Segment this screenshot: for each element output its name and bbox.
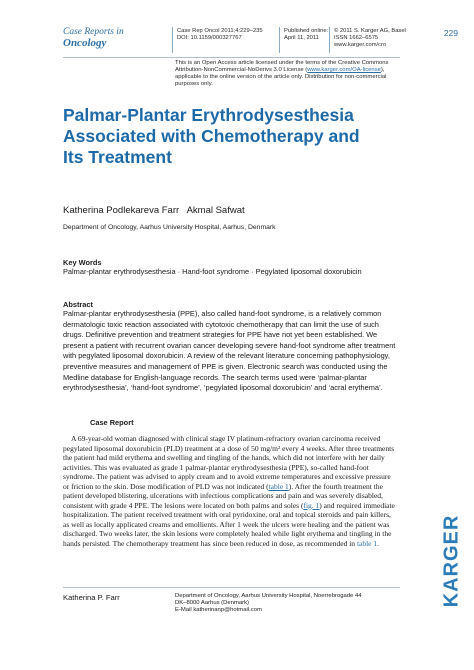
email-line[interactable]: E-Mail katherinanp@hotmail.com [175, 607, 262, 613]
published-date: April 11, 2011 [284, 35, 319, 41]
table-reference-link[interactable]: table 1 [268, 481, 289, 491]
case-report-text [63, 434, 398, 548]
page-number: 229 [443, 28, 458, 38]
article-authors: Katherina Podlekareva Farr Akmal Safwat [63, 205, 245, 216]
publisher-info [334, 28, 406, 49]
header-divider [172, 27, 173, 53]
corresponding-address [175, 593, 362, 614]
case-text-part: . [377, 538, 380, 548]
copyright-line: © 2011 S. Karger AG, Basel [334, 28, 406, 34]
header-rule [63, 57, 400, 58]
footer-rule [63, 587, 400, 588]
karger-logo [441, 506, 463, 616]
journal-name-line2: Oncology [63, 37, 107, 49]
case-text-part: ). After the fourth treatment the patient developed blistering, ulcerations with infectious complications and pain and was severely disabled, consistent with grade 4 PPE. The lesions were located on both palms and soles ( [63, 481, 383, 510]
header-divider [279, 27, 280, 53]
header-divider [329, 27, 330, 53]
karger-logo-svg [441, 506, 463, 616]
journal-logo [63, 27, 163, 49]
keywords-text: Palmar-plantar erythrodysesthesia · Hand-foot syndrome · Pegylated liposomal doxorubicin [63, 267, 362, 276]
citation-info [177, 28, 263, 42]
journal-url[interactable]: www.karger.com/cro [334, 42, 387, 48]
oa-text-before: This is an Open Access article licensed under the terms of the Creative Commons Attribution-NonCommercial-NoDerivs 3.0 License ( [175, 60, 389, 73]
published-info [284, 28, 328, 42]
author-affiliation: Department of Oncology, Aarhus University Hospital, Aarhus, Denmark [63, 224, 276, 231]
karger-logo-text: KARGER [441, 514, 463, 608]
figure-reference-link[interactable]: fig. 1 [303, 500, 320, 510]
address-line: Department of Oncology, Aarhus University Hospital, Noerrebrogade 44 [175, 593, 362, 599]
oa-text-after: ), applicable to the online version of the article only. Distribution for non-commercial purposes only. [175, 67, 387, 87]
issn-line: ISSN 1662–6575 [334, 35, 379, 41]
abstract-text: Palmar-plantar erythrodysesthesia (PPE), also called hand-foot syndrome, is a relatively common dermatologic toxic reaction associated with cytotoxic chemotherapy that can limit the use of such drugs. Definitive prevention and treatment strategies for PPE have not yet been established. We present a patient with recurrent ovarian cancer developing severe hand-foot syndrome after treatment with pegylated liposomal doxorubicin. A review of the relevant literature concerning pathophysiology, preventive measures and management of PPE is given. Electronic search was conducted using the Medline database for English-language records. The search terms used were ‘palmar-plantar erythrodysesthesia’, ‘hand-foot syndrome’, ‘pegylated liposomal doxorubicin’ and ‘acral erythema’. [63, 309, 396, 393]
case-text-part: ) and required immediate hospitalization. The patient received treatment with oral pyridoxine, oral and topical steroids and pain killers, as well as locally applicated creams and emollients. After 1 week the ulcers were healing and the patient was discharged. Two weeks later, the skin lesions were completely healed while light erythema and tingling in the hands persisted. The chemotherapy treatment has since been reduced in dose, as recommended in [63, 500, 395, 548]
article-title: Palmar-Plantar Erythrodysesthesia Associated with Chemotherapy and Its Treatment [63, 105, 360, 167]
abstract-heading: Abstract [63, 300, 93, 309]
address-line: DK–8000 Aarhus (Denmark) [175, 600, 249, 606]
case-report-heading: Case Report [90, 418, 134, 427]
published-label: Published online: [284, 28, 329, 34]
doi-line: DOI: 10.1159/000327767 [177, 35, 242, 41]
corresponding-author: Katherina P. Farr [63, 593, 120, 602]
license-link[interactable]: www.karger.com/OA-license [307, 67, 381, 73]
citation-line: Case Rep Oncol 2011;4:229–235 [177, 28, 263, 34]
open-access-notice [175, 60, 407, 88]
keywords-heading: Key Words [63, 258, 102, 267]
journal-name-line1: Case Reports in [63, 27, 124, 37]
table-reference-link[interactable]: table 1 [356, 538, 378, 548]
case-text-part: A 69-year-old woman diagnosed with clinical stage IV platinum-refractory ovarian carcinoma received pegylated liposomal doxorubicin (PLD) treatment at a dose of 50 mg/m² every 4 weeks. After three treatments the patient had mild erythema and swelling and tingling of the hands, which did not interfere with her daily activities. This was evaluated as grade 1 palmar-plantar erythrodysesthesia (PPE), so-called hand-foot syndrome. The patient was advised to apply cream and to avoid extreme temperatures and excessive pressure or friction to the skin. Dose modification of PLD was not indicated ( [63, 434, 395, 491]
